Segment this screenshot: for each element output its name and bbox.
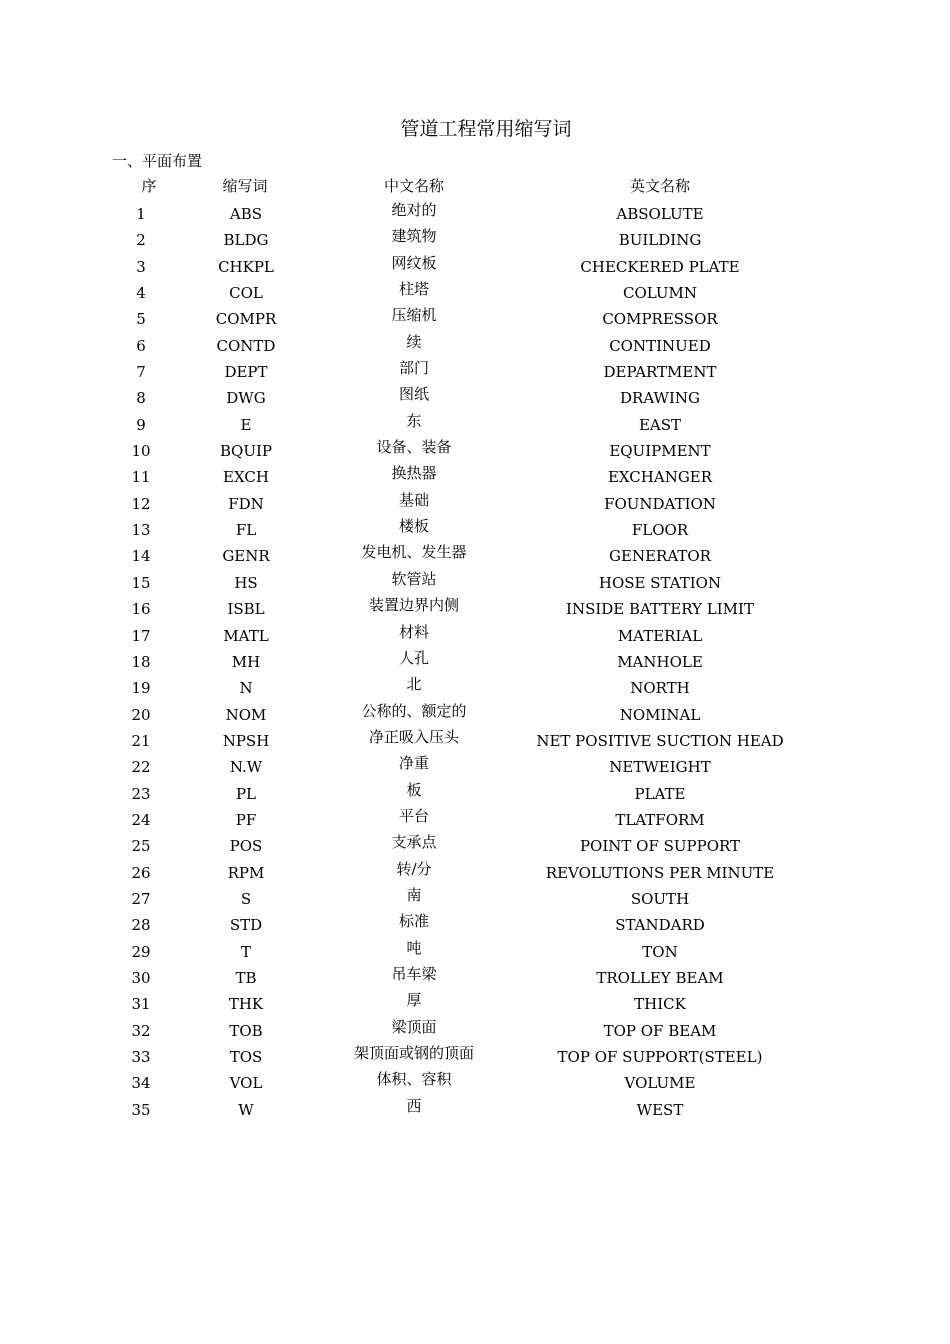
cell-en: FLOOR (631, 521, 689, 540)
cell-cn: 建筑物 (391, 227, 437, 246)
cell-num: 10 (131, 442, 151, 461)
cell-en: WEST (636, 1100, 684, 1119)
cell-abbr: N (239, 679, 253, 698)
cell-abbr: EXCH (223, 468, 269, 487)
cell-cn: 西 (406, 1096, 422, 1115)
cell-en: MANHOLE (617, 652, 703, 671)
cell-num: 11 (131, 468, 151, 487)
cell-cn: 图纸 (398, 385, 429, 404)
cell-abbr: DEPT (224, 363, 268, 382)
cell-abbr: DWG (226, 389, 266, 408)
cell-cn: 吊车梁 (391, 964, 437, 983)
cell-cn: 续 (406, 332, 422, 351)
cell-en: ABSOLUTE (616, 205, 704, 223)
cell-num: 34 (131, 1074, 151, 1093)
cell-en: GENERATOR (609, 547, 711, 566)
cell-cn: 人孔 (398, 648, 429, 667)
table-body (0, 201, 950, 1126)
cell-abbr: TOB (229, 1021, 263, 1040)
table-header (0, 176, 950, 202)
cell-en: TLATFORM (615, 810, 705, 829)
cell-cn: 基础 (398, 490, 429, 509)
cell-en: THICK (634, 995, 686, 1014)
cell-num: 16 (131, 600, 151, 619)
cell-cn: 板 (406, 780, 422, 799)
cell-abbr: CHKPL (218, 257, 274, 276)
cell-en: FOUNDATION (604, 494, 716, 513)
cell-cn: 标准 (398, 912, 429, 931)
cell-en: EAST (638, 415, 682, 434)
cell-num: 13 (131, 521, 151, 540)
cell-cn: 架顶面或钢的顶面 (353, 1044, 474, 1062)
cell-en: INSIDE BATTERY LIMIT (566, 600, 754, 619)
cell-num: 12 (131, 494, 151, 513)
cell-en: NOMINAL (619, 705, 701, 724)
cell-num: 1 (136, 205, 146, 223)
cell-cn: 部门 (398, 359, 429, 378)
cell-cn: 柱塔 (398, 280, 429, 299)
cell-num: 32 (131, 1021, 151, 1040)
cell-abbr: PF (235, 810, 257, 829)
cell-num: 23 (131, 784, 151, 803)
cell-en: EQUIPMENT (609, 442, 711, 461)
table-row (0, 1096, 950, 1126)
cell-abbr: RPM (227, 863, 265, 882)
cell-en: PLATE (634, 784, 686, 803)
cell-abbr: THK (228, 995, 264, 1014)
page-title: 管道工程常用缩写词 (400, 118, 572, 140)
cell-en: SOUTH (630, 889, 690, 908)
cell-abbr: NOM (225, 705, 267, 724)
cell-num: 20 (131, 705, 151, 724)
cell-abbr: NPSH (222, 731, 270, 750)
cell-num: 28 (131, 916, 151, 935)
cell-cn: 网纹板 (391, 253, 437, 272)
cell-en: HOSE STATION (598, 573, 722, 592)
cell-cn: 北 (406, 675, 422, 694)
cell-num: 2 (136, 231, 146, 250)
cell-en: REVOLUTIONS PER MINUTE (545, 863, 775, 882)
abbreviation-table (0, 176, 950, 1119)
cell-en: TON (642, 942, 678, 961)
cell-cn: 转/分 (396, 859, 432, 878)
cell-abbr: FL (235, 521, 257, 540)
cell-cn: 软管站 (391, 569, 437, 588)
cell-cn: 材料 (398, 622, 429, 641)
cell-num: 29 (131, 942, 151, 961)
cell-cn: 南 (406, 885, 422, 904)
cell-abbr: COMPR (215, 310, 277, 329)
cell-cn: 装置边界内侧 (368, 596, 459, 615)
cell-abbr: TB (235, 968, 257, 987)
cell-num: 8 (136, 389, 146, 408)
cell-en: STANDARD (615, 916, 705, 935)
cell-abbr: STD (229, 916, 263, 935)
cell-en: CONTINUED (609, 336, 711, 355)
cell-cn: 东 (406, 411, 422, 430)
cell-num: 30 (131, 968, 151, 987)
cell-abbr: COL (229, 284, 263, 303)
cell-en: COMPRESSOR (602, 310, 718, 329)
cell-abbr: ABS (229, 205, 263, 223)
cell-num: 4 (136, 284, 146, 303)
cell-abbr: PL (235, 784, 257, 803)
cell-num: 25 (131, 837, 151, 856)
cell-en: POINT OF SUPPORT (579, 837, 741, 856)
cell-abbr: E (240, 415, 252, 434)
cell-abbr: W (238, 1100, 254, 1119)
cell-abbr: S (240, 889, 252, 908)
cell-cn: 公称的、额定的 (361, 701, 467, 720)
cell-en: NORTH (630, 679, 690, 698)
cell-cn: 体积、容积 (376, 1070, 452, 1089)
header-abbr: 缩写词 (222, 177, 268, 195)
cell-num: 22 (131, 758, 151, 777)
cell-en: DEPARTMENT (603, 363, 717, 382)
cell-cn: 吨 (406, 938, 422, 957)
cell-cn: 设备、装备 (376, 438, 452, 457)
cell-abbr: ISBL (227, 600, 265, 619)
cell-num: 18 (131, 652, 151, 671)
cell-abbr: BQUIP (220, 442, 272, 461)
cell-en: MATERIAL (617, 626, 703, 645)
cell-num: 35 (131, 1100, 151, 1119)
cell-en: TOP OF BEAM (603, 1021, 717, 1040)
header-cn: 中文名称 (383, 177, 444, 195)
cell-cn: 净正吸入压头 (368, 727, 459, 746)
cell-num: 33 (131, 1048, 151, 1066)
cell-abbr: CONTD (216, 336, 276, 355)
cell-num: 14 (131, 547, 151, 566)
section-heading: 一、平面布置 (112, 152, 203, 170)
cell-num: 31 (131, 995, 151, 1014)
cell-num: 26 (131, 863, 151, 882)
cell-abbr: BLDG (223, 231, 269, 250)
cell-num: 7 (136, 363, 146, 382)
cell-en: BUILDING (618, 231, 702, 250)
cell-en: COLUMN (622, 284, 698, 303)
cell-cn: 楼板 (398, 517, 429, 536)
cell-abbr: FDN (228, 494, 264, 513)
cell-num: 3 (136, 257, 146, 276)
cell-num: 17 (131, 626, 151, 645)
cell-cn: 支承点 (391, 833, 437, 852)
cell-en: EXCHANGER (607, 468, 713, 487)
cell-cn: 净重 (398, 754, 429, 773)
cell-cn: 换热器 (391, 464, 437, 483)
cell-en: TROLLEY BEAM (596, 968, 724, 987)
cell-num: 15 (131, 573, 151, 592)
cell-cn: 梁顶面 (391, 1017, 437, 1036)
cell-abbr: MATL (223, 626, 269, 645)
cell-abbr: MH (231, 652, 261, 671)
cell-num: 5 (136, 310, 146, 329)
cell-num: 19 (131, 679, 151, 698)
cell-cn: 发电机、发生器 (361, 543, 467, 562)
cell-abbr: GENR (222, 547, 270, 566)
cell-en: DRAWING (620, 389, 700, 408)
cell-en: NETWEIGHT (609, 758, 711, 777)
cell-num: 21 (131, 731, 151, 750)
cell-num: 24 (131, 810, 151, 829)
cell-abbr: POS (229, 837, 263, 856)
header-en: 英文名称 (629, 177, 690, 195)
cell-cn: 厚 (406, 991, 422, 1010)
cell-cn: 压缩机 (391, 306, 437, 325)
cell-num: 9 (136, 415, 146, 434)
cell-abbr: T (240, 942, 251, 961)
cell-abbr: HS (234, 573, 258, 592)
cell-cn: 平台 (398, 806, 429, 825)
cell-en: VOLUME (624, 1074, 696, 1093)
cell-abbr: VOL (229, 1074, 263, 1093)
cell-abbr: N.W (229, 758, 263, 777)
cell-num: 27 (131, 889, 151, 908)
cell-en: TOP OF SUPPORT(STEEL) (557, 1048, 763, 1066)
cell-num: 6 (136, 336, 146, 355)
cell-abbr: TOS (229, 1048, 263, 1066)
cell-en: CHECKERED PLATE (580, 257, 740, 276)
cell-en: NET POSITIVE SUCTION HEAD (536, 731, 784, 750)
header-num: 序 (141, 177, 157, 195)
cell-cn: 绝对的 (391, 201, 437, 219)
